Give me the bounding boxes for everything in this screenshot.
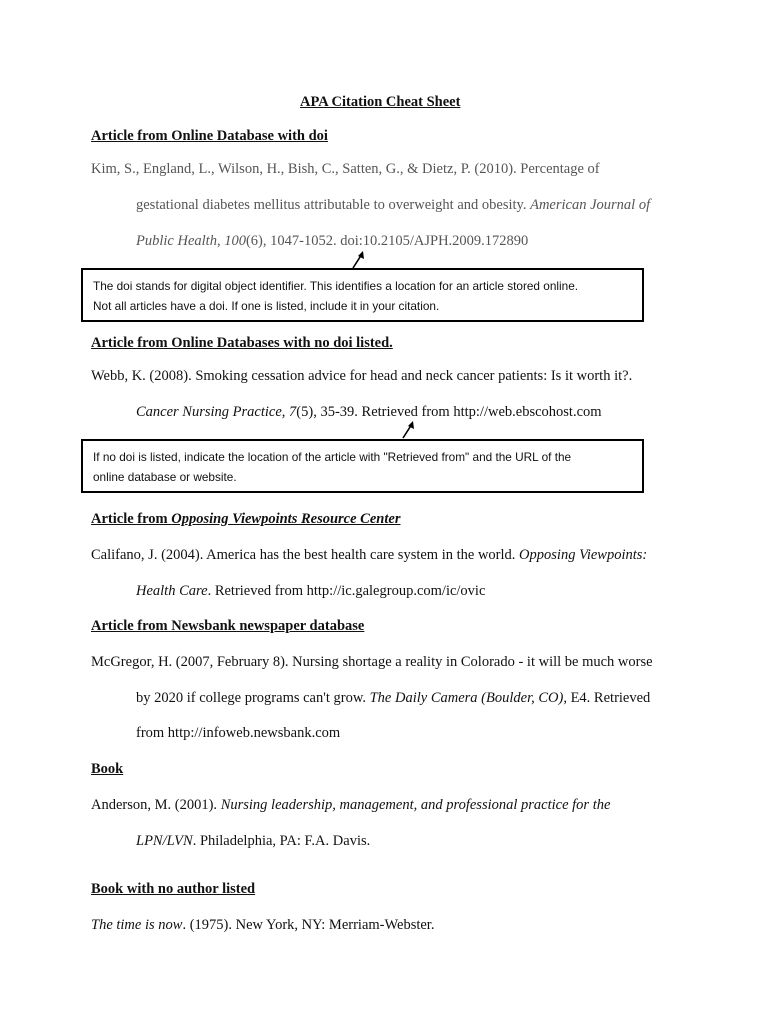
arrow-up-icon [400,420,416,440]
no-doi-note-line2: online database or website. [93,470,237,484]
citation-anderson-line1: Anderson, M. (2001). Nursing leadership, management, and professional practice for the [91,797,611,813]
citation-webb-line1: Webb, K. (2008). Smoking cessation advice for head and neck cancer patients: Is it worth it?. [91,368,633,384]
citation-califano-line1: Califano, J. (2004). America has the best health care system in the world. Opposing Viewpoints: [91,547,648,563]
citation-kim-line1: Kim, S., England, L., Wilson, H., Bish, C., Satten, G., & Dietz, P. (2010). Percentage of [91,161,600,177]
page-title: APA Citation Cheat Sheet [300,94,461,110]
heading-book: Book [91,761,124,777]
citation-time-is-now: The time is now. (1975). New York, NY: Merriam-Webster. [91,917,435,933]
citation-mcgregor-line3: from http://infoweb.newsbank.com [136,725,341,741]
citation-kim-line3: Public Health, 100(6), 1047-1052. doi:10.2105/AJPH.2009.172890 [136,233,529,249]
no-doi-note-box [81,439,644,493]
heading-book-no-author: Book with no author listed [91,881,256,897]
doi-note-line1: The doi stands for digital object identifier. This identifies a location for an article stored online. [93,279,579,293]
citation-mcgregor-line2: by 2020 if college programs can't grow. The Daily Camera (Boulder, CO), E4. Retrieved [136,690,651,706]
no-doi-note-line1: If no doi is listed, indicate the location of the article with "Retrieved from" and the URL of the [93,450,572,464]
citation-kim-line2: gestational diabetes mellitus attributable to overweight and obesity. American Journal of [136,197,651,213]
doi-note-line2: Not all articles have a doi. If one is listed, include it in your citation. [93,299,440,313]
heading-online-database-no-doi: Article from Online Databases with no doi listed. [91,335,393,351]
heading-online-database-doi: Article from Online Database with doi [91,128,328,144]
citation-mcgregor-line1: McGregor, H. (2007, February 8). Nursing shortage a reality in Colorado - it will be much worse [91,654,653,670]
citation-webb-line2: Cancer Nursing Practice, 7(5), 35-39. Retrieved from http://web.ebscohost.com [136,404,602,420]
arrow-up-icon [350,250,366,270]
heading-opposing-viewpoints: Article from Opposing Viewpoints Resource Center [91,511,401,527]
doi-note-box [81,268,644,322]
citation-anderson-line2: LPN/LVN. Philadelphia, PA: F.A. Davis. [136,833,371,849]
citation-califano-line2: Health Care. Retrieved from http://ic.galegroup.com/ic/ovic [136,583,486,599]
heading-newsbank: Article from Newsbank newspaper database [91,618,365,634]
